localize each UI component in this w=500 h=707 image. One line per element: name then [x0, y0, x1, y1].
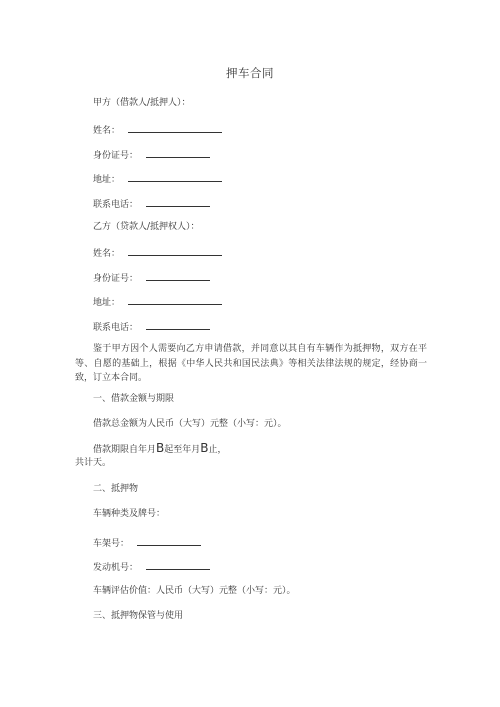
- preamble-paragraph: 鉴于甲方因个人需要向乙方申请借款，并同意以其自有车辆作为抵押物，双方在平等、自愿的基础上，根据《中华人民共和国民法典》等相关法律法规的规定，经协商一致，订立本合同。: [75, 344, 427, 383]
- frame-number-row: [93, 536, 201, 550]
- party-b-name-label: 姓名：: [93, 249, 121, 259]
- party-a-phone-blank: [146, 197, 210, 207]
- vehicle-type-label: 车辆种类及牌号：: [93, 509, 166, 519]
- loan-period-middle: 起至年月: [164, 445, 201, 455]
- party-b-name-blank: [128, 246, 222, 256]
- party-a-name-label: 姓名：: [93, 126, 121, 136]
- party-b-id-blank: [146, 271, 210, 281]
- loan-period-end: 止，: [208, 445, 227, 455]
- frame-number-label: 车架号：: [93, 539, 130, 549]
- party-a-phone-label: 联系电话：: [93, 200, 139, 210]
- loan-period-total: 共计天。: [75, 458, 112, 468]
- party-b-phone-label: 联系电话：: [93, 323, 139, 333]
- engine-number-row: [93, 560, 210, 574]
- party-b-name-row: [93, 246, 222, 260]
- party-a-address-row: [93, 172, 222, 186]
- loan-amount-text: 借款总金额为人民币（大写）元整（小写：元）。: [93, 419, 287, 429]
- loan-period-mark-2: B: [200, 441, 209, 455]
- loan-period-mark-1: B: [156, 441, 165, 455]
- document-title: 押车合同: [226, 66, 274, 80]
- section3-heading: 三、抵押物保管与使用: [93, 611, 184, 621]
- party-b-address-label: 地址：: [93, 298, 121, 308]
- party-a-address-blank: [128, 172, 222, 182]
- party-a-heading: 甲方（借款人/抵押人）：: [93, 98, 191, 108]
- party-b-heading: 乙方（贷款人/抵押权人）：: [93, 222, 200, 232]
- loan-period-start: 借款期限自年月: [93, 445, 157, 455]
- party-a-address-label: 地址：: [93, 175, 121, 185]
- party-b-phone-blank: [146, 320, 210, 330]
- party-b-address-blank: [128, 295, 222, 305]
- party-a-id-blank: [146, 148, 210, 158]
- engine-number-label: 发动机号：: [93, 563, 139, 573]
- party-a-name-row: [93, 123, 222, 137]
- party-b-id-label: 身份证号：: [93, 274, 139, 284]
- party-b-address-row: [93, 295, 222, 309]
- section2-heading: 二、抵押物: [93, 484, 139, 494]
- loan-period-line: [93, 442, 227, 456]
- party-a-name-blank: [128, 123, 222, 133]
- vehicle-valuation-text: 车辆评估价值：人民币（大写）元整（小写：元）。: [93, 586, 296, 596]
- party-b-phone-row: [93, 320, 210, 334]
- frame-number-blank: [137, 536, 201, 546]
- party-b-id-row: [93, 271, 210, 285]
- party-a-phone-row: [93, 197, 210, 211]
- party-a-id-label: 身份证号：: [93, 151, 139, 161]
- section1-heading: 一、借款金额与期限: [93, 394, 175, 404]
- party-a-id-row: [93, 148, 210, 162]
- engine-number-blank: [146, 560, 210, 570]
